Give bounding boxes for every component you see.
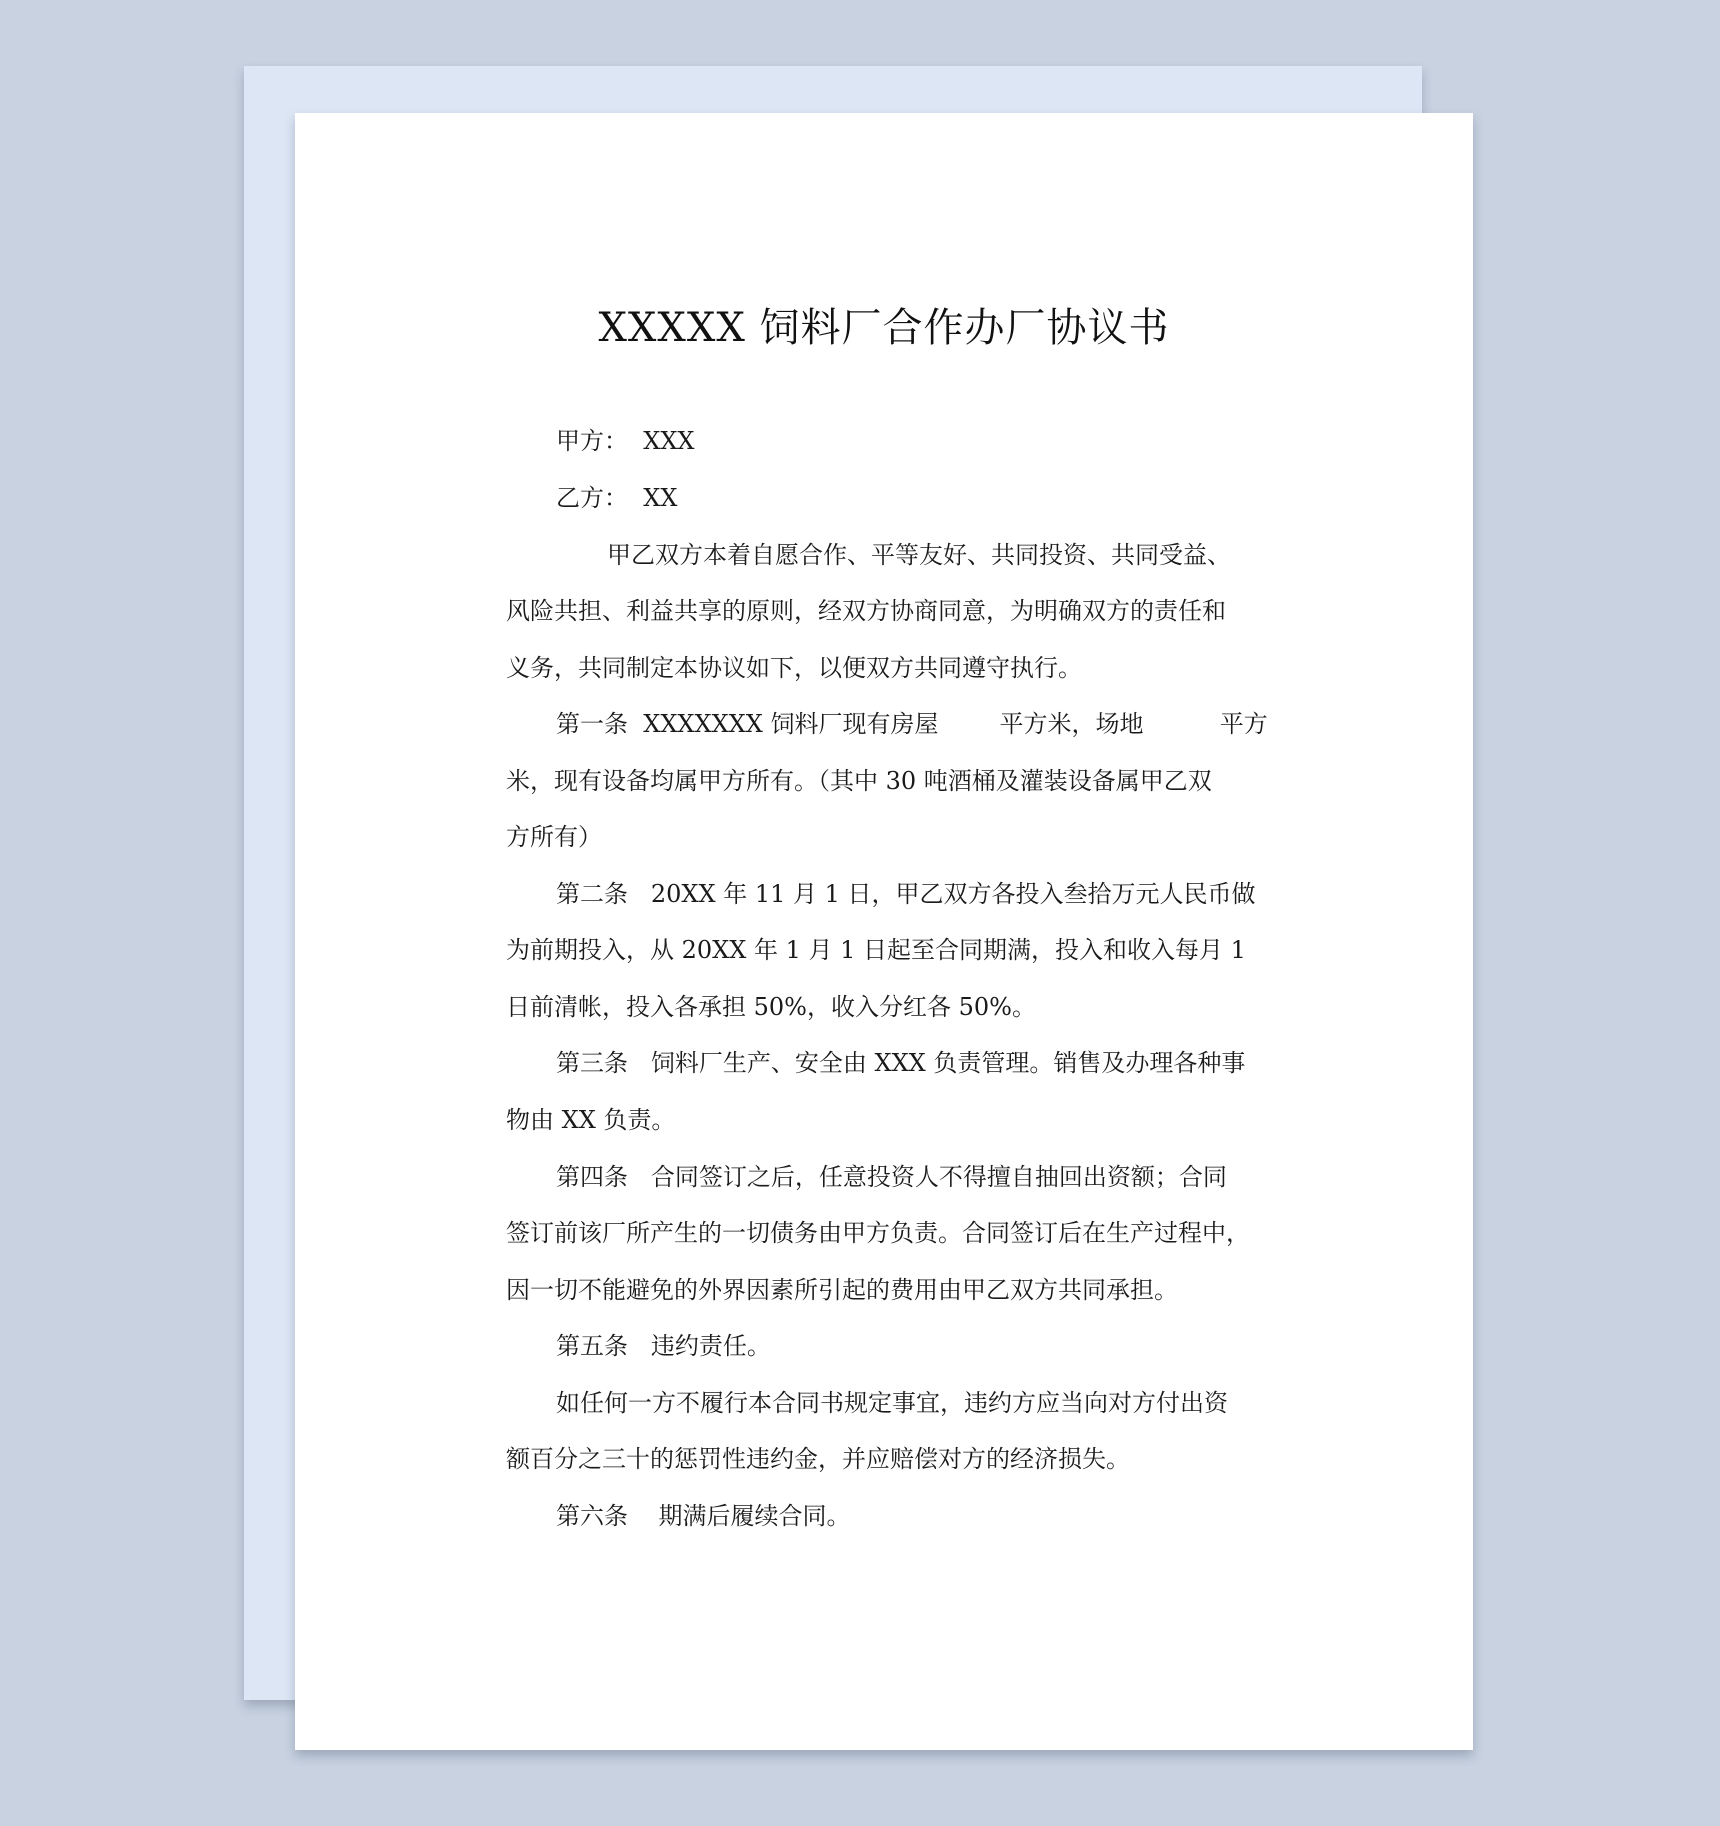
article-4-line-2: 签订前该厂所产生的一切债务由甲方负责。合同签订后在生产过程中， (506, 1219, 1250, 1247)
front-page-sheet (295, 113, 1473, 1750)
article-4-line-3: 因一切不能避免的外界因素所引起的费用由甲乙双方共同承担。 (506, 1276, 1178, 1304)
document-title: XXXXX 饲料厂合作办厂协议书 (598, 305, 1170, 351)
article-1-line-1: 第一条 XXXXXXX 饲料厂现有房屋 平方米，场地 平方 (556, 710, 1268, 738)
preamble-line-2: 风险共担、利益共享的原则，经双方协商同意，为明确双方的责任和 (506, 597, 1226, 625)
article-5-detail-line-1: 如任何一方不履行本合同书规定事宜，违约方应当向对方付出资 (556, 1389, 1228, 1417)
article-4-line-1: 第四条 合同签订之后，任意投资人不得擅自抽回出资额；合同 (556, 1163, 1227, 1191)
article-1-line-3: 方所有） (506, 823, 602, 851)
article-3-line-1: 第三条 饲料厂生产、安全由 XXX 负责管理。销售及办理各种事 (556, 1049, 1246, 1077)
article-2-line-1: 第二条 20XX 年 11 月 1 日，甲乙双方各投入叁拾万元人民币做 (556, 880, 1256, 908)
party-b-line: 乙方： XX (556, 484, 678, 512)
article-3-line-2: 物由 XX 负责。 (506, 1106, 676, 1134)
article-1-line-2: 米，现有设备均属甲方所有。（其中 30 吨酒桶及灌装设备属甲乙双 (506, 767, 1212, 795)
article-2-line-2: 为前期投入，从 20XX 年 1 月 1 日起至合同期满，投入和收入每月 1 (506, 936, 1246, 964)
article-5-line-1: 第五条 违约责任。 (556, 1332, 771, 1360)
article-2-line-3: 日前清帐，投入各承担 50%，收入分红各 50%。 (506, 993, 1036, 1021)
article-6-line-1: 第六条 期满后履续合同。 (556, 1502, 851, 1530)
preamble-line-1: 甲乙双方本着自愿合作、平等友好、共同投资、共同受益、 (607, 541, 1231, 569)
preamble-line-3: 义务，共同制定本协议如下，以便双方共同遵守执行。 (506, 654, 1082, 682)
article-5-detail-line-2: 额百分之三十的惩罚性违约金，并应赔偿对方的经济损失。 (506, 1445, 1130, 1473)
party-a-line: 甲方： XXX (556, 427, 695, 455)
